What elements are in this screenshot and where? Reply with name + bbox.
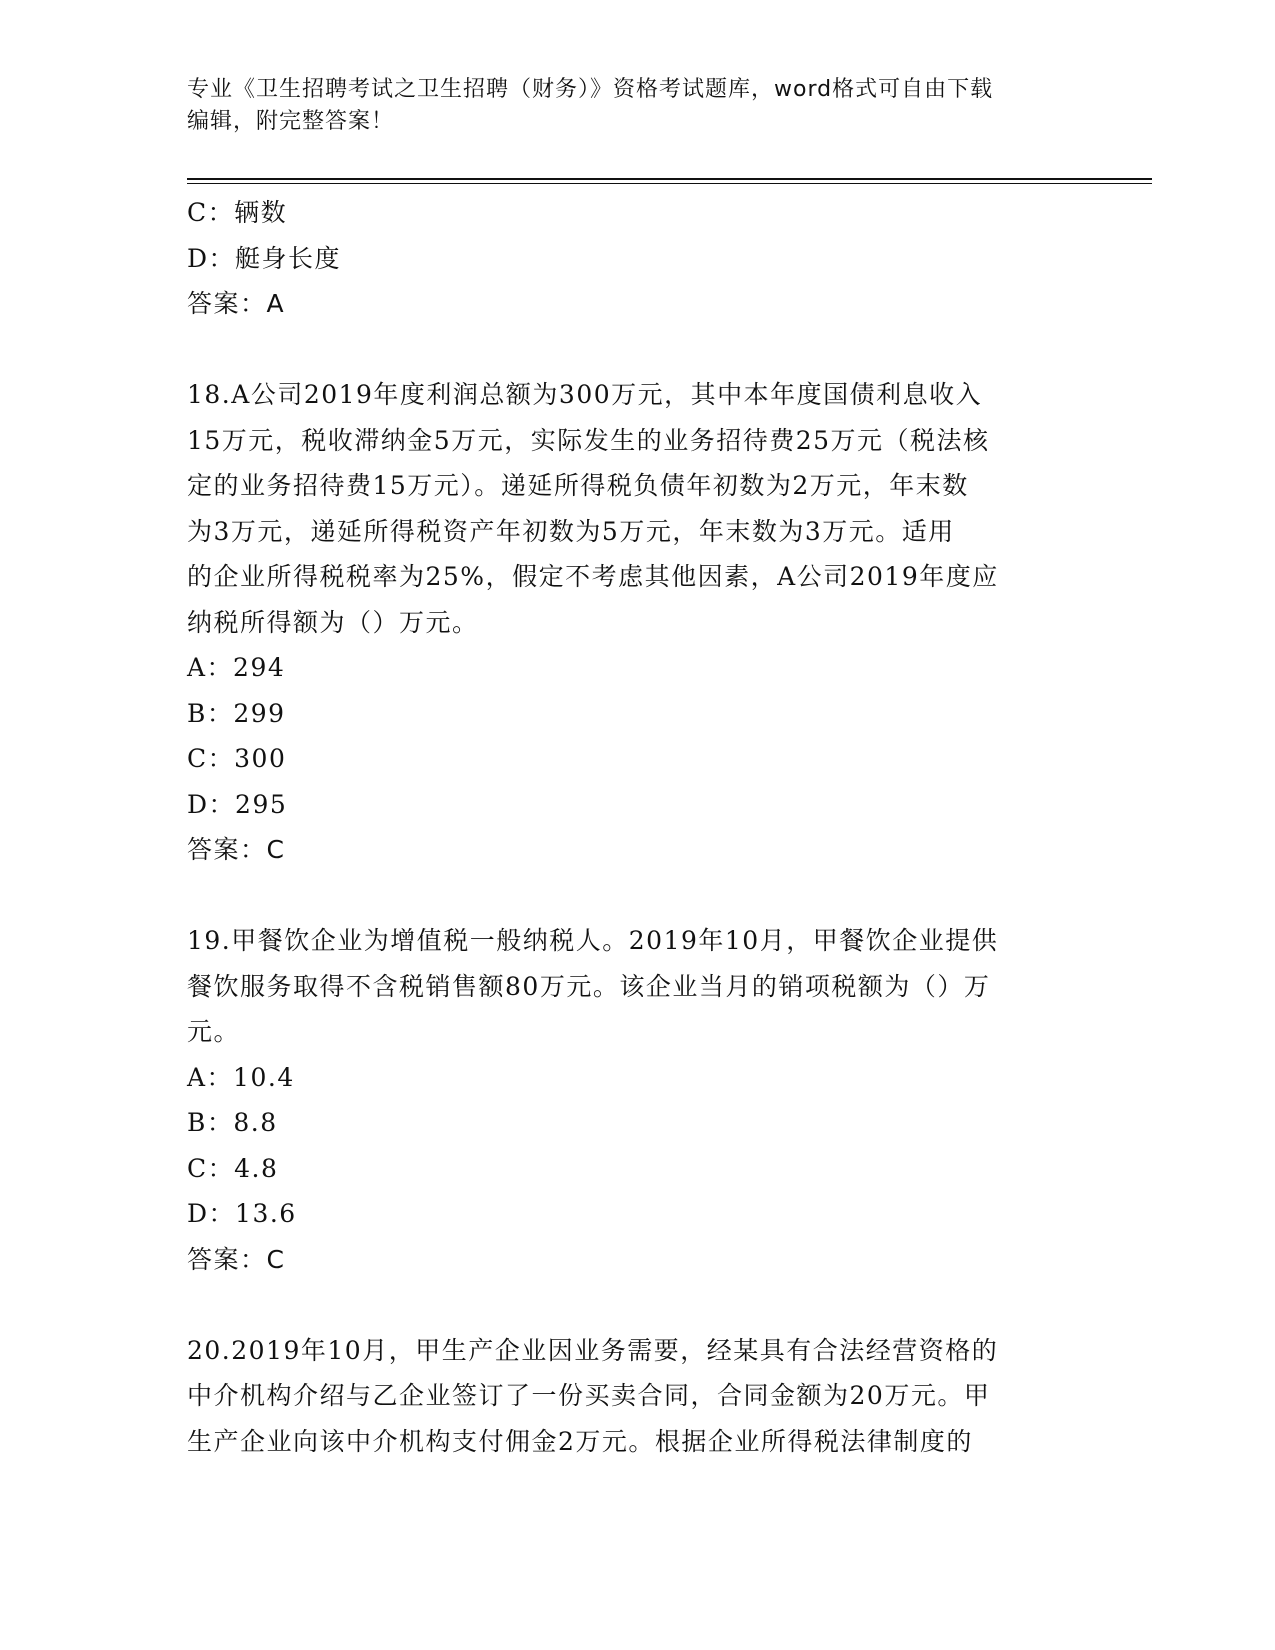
question-spacer [187, 1282, 1087, 1328]
question-text-line: 为3万元，递延所得税资产年初数为5万元，年末数为3万元。适用 [187, 516, 955, 546]
answer-line: 答案：C [187, 1244, 286, 1274]
question-text-line: 定的业务招待费15万元）。递延所得税负债年初数为2万元，年末数 [187, 471, 969, 500]
question-text-line: 20.2019年10月，甲生产企业因业务需要，经某具有合法经营资格的 [187, 1335, 999, 1365]
option-b: B：8.8 [187, 1108, 278, 1137]
question-text-line: 19.甲餐饮企业为增值税一般纳税人。2019年10月，甲餐饮企业提供 [187, 926, 999, 955]
header-line-2: 编辑，附完整答案！ [187, 109, 395, 134]
option-d: D：艇身长度 [187, 243, 342, 273]
option-b: B：299 [187, 698, 286, 728]
option-d: D：295 [187, 789, 288, 819]
question-text-line: 生产企业向该中介机构支付佣金2万元。根据企业所得税法律制度的 [187, 1426, 973, 1456]
document-body [187, 190, 1087, 1464]
page-header [187, 74, 1087, 138]
option-c: C：300 [187, 744, 287, 773]
question-text-line: 15万元，税收滞纳金5万元，实际发生的业务招待费25万元（税法核 [187, 425, 990, 455]
question-19 [187, 918, 1087, 1282]
header-line-1: 专业《卫生招聘考试之卫生招聘（财务）》资格考试题库，word格式可自由下载 [187, 77, 994, 102]
option-a: A：294 [187, 653, 286, 682]
option-c: C：辆数 [187, 198, 288, 227]
option-d: D：13.6 [187, 1199, 297, 1228]
question-18 [187, 372, 1087, 873]
question-text-line: 的企业所得税税率为25%，假定不考虑其他因素，A公司2019年度应 [187, 562, 999, 591]
header-divider-thick [187, 178, 1152, 180]
question-text-line: 中介机构介绍与乙企业签订了一份买卖合同，合同金额为20万元。甲 [187, 1381, 991, 1410]
answer-line: 答案：C [187, 835, 286, 864]
question-spacer [187, 873, 1087, 919]
question-text-line: 18.A公司2019年度利润总额为300万元，其中本年度国债利息收入 [187, 380, 983, 409]
option-c: C：4.8 [187, 1153, 279, 1183]
question-text-line: 元。 [187, 1017, 241, 1046]
answer-line: 答案：A [187, 289, 286, 318]
question-17-tail [187, 190, 1087, 327]
question-text-line: 纳税所得额为（）万元。 [187, 607, 479, 637]
question-20 [187, 1328, 1087, 1465]
header-divider-thin [187, 183, 1152, 184]
option-a: A：10.4 [187, 1062, 295, 1092]
question-spacer [187, 327, 1087, 373]
question-text-line: 餐饮服务取得不含税销售额80万元。该企业当月的销项税额为（）万 [187, 971, 991, 1001]
